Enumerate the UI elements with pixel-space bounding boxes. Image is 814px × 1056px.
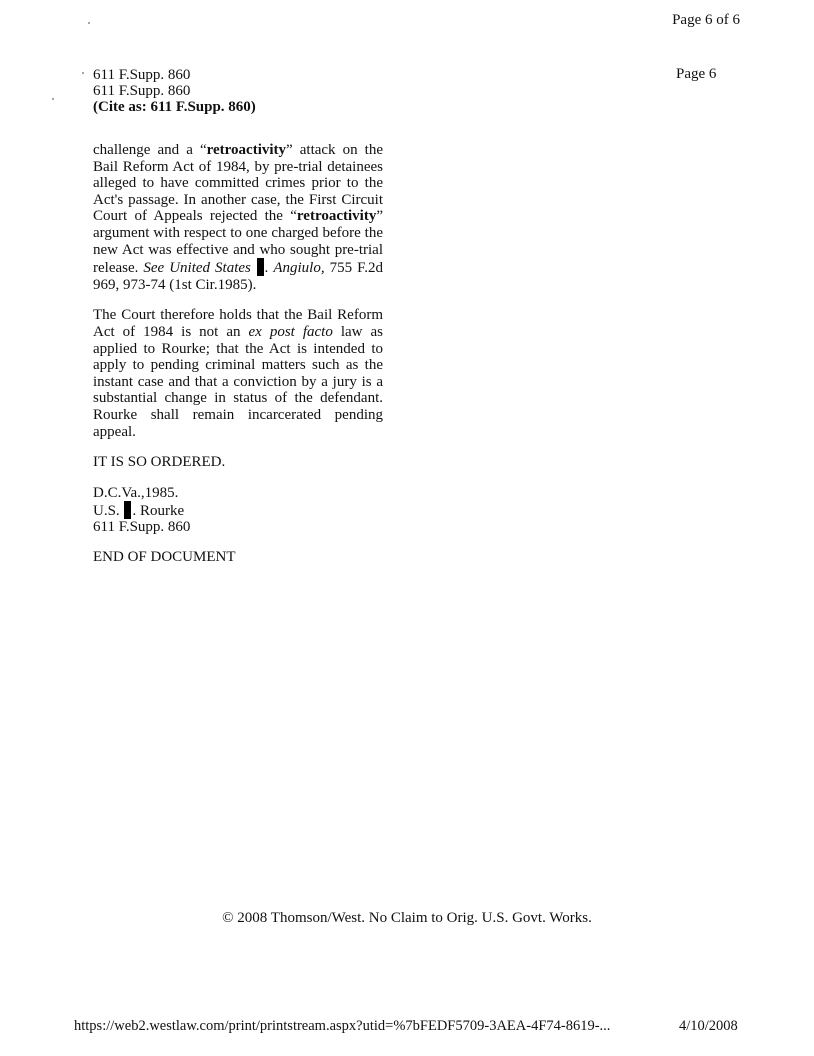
page-counter: Page 6 of 6 — [672, 12, 740, 28]
case-name-italic: . Angiulo, — [264, 260, 325, 277]
text-run: ” attack on the Bail Reform Act of 1984, by pre-trial detainees alleged to have committed crimes prior to the Act's passage. In another case, the First Circuit Court of Appeals rejected the “ — [93, 142, 383, 225]
print-date: 4/10/2008 — [679, 1018, 738, 1034]
source-url: https://web2.westlaw.com/print/printstream.aspx?utid=%7bFEDF5709-3AEA-4F74-8619-... — [74, 1018, 611, 1034]
scan-speck — [52, 98, 54, 100]
copyright-notice: © 2008 Thomson/West. No Claim to Orig. U.S. Govt. Works. — [222, 910, 592, 926]
page-label: Page 6 — [676, 66, 717, 82]
party-b: . Rourke — [132, 502, 185, 519]
order-line: IT IS SO ORDERED. — [93, 454, 226, 471]
scan-speck — [88, 22, 90, 24]
citation-line-1: 611 F.Supp. 860 — [93, 67, 191, 83]
citation-line-2: 611 F.Supp. 860 — [93, 83, 191, 99]
text-run: law as applied to Rourke; that the Act is intended to apply to pending criminal matters such as the instant case and that a conviction by a jury is a substantial change in status of the defendant. Rourke shall remain incarcerated pending appeal. — [93, 323, 384, 440]
text-run: 755 F.2d 969, 973-74 (1st Cir.1985). — [93, 260, 383, 293]
redaction-mark — [257, 258, 264, 276]
scan-speck — [82, 72, 84, 74]
bold-term: retroactivity — [296, 208, 377, 225]
paragraph-2 — [93, 307, 383, 440]
party-a: U.S. — [93, 502, 120, 519]
text-run: The Court therefore holds that the Bail Reform Act of 1984 is not an — [93, 307, 383, 340]
case-name-italic: See United States — [143, 260, 251, 277]
end-of-document: END OF DOCUMENT — [93, 548, 236, 565]
document-body — [93, 142, 383, 579]
bold-term: retroactivity — [206, 142, 287, 158]
citation-block — [93, 67, 256, 115]
reporter: 611 F.Supp. 860 — [93, 518, 191, 535]
redaction-mark — [124, 501, 131, 519]
case-info — [93, 485, 383, 535]
citation-line-3: (Cite as: 611 F.Supp. 860) — [93, 99, 256, 115]
latin-phrase-italic: ex post facto — [248, 323, 333, 340]
court-year: D.C.Va.,1985. — [93, 484, 179, 501]
paragraph-1 — [93, 142, 383, 293]
text-run: ” argument with respect to one charged before the new Act was effective and who sought pre-trial release. — [93, 208, 383, 277]
text-run: challenge and a “ — [93, 142, 207, 158]
